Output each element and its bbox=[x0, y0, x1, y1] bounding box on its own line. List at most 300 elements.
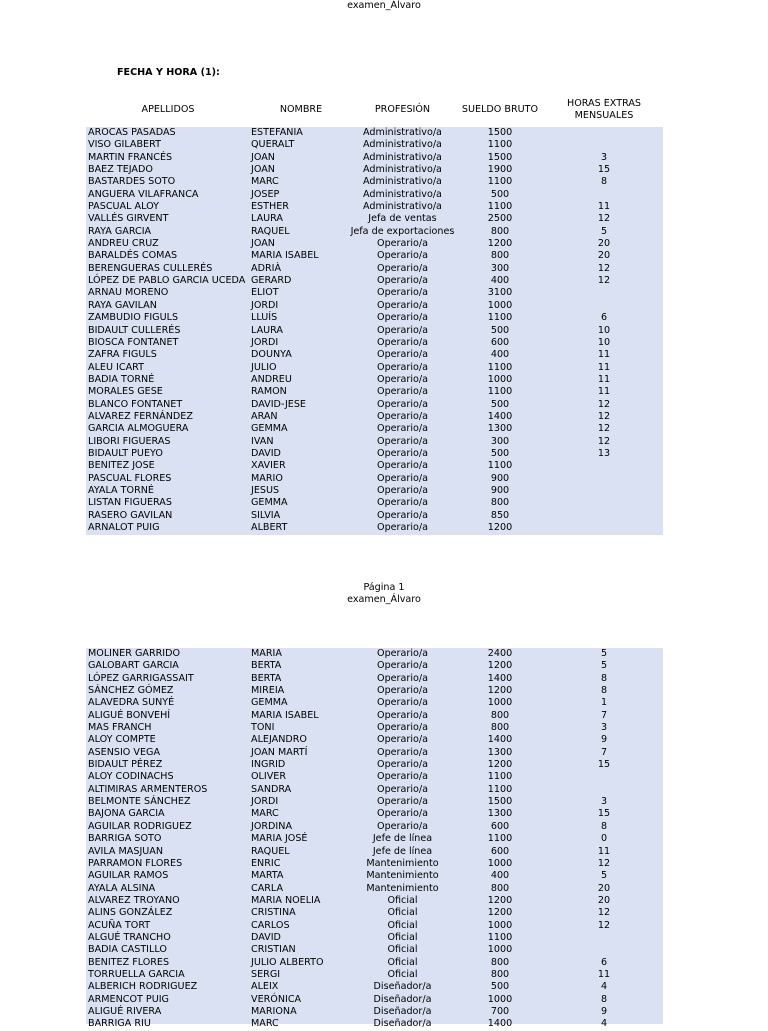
cell-sueldo: 1300 bbox=[487, 808, 513, 820]
cell-nombre: ESTEFANIA bbox=[251, 127, 303, 138]
cell-apellidos: PARRAMON FLORES bbox=[88, 857, 183, 869]
cell-horas-extras: 5 bbox=[600, 660, 608, 672]
table-row bbox=[0, 648, 768, 660]
cell-apellidos: BENITEZ JOSE bbox=[88, 460, 155, 472]
cell-apellidos: AVILA MASJUAN bbox=[88, 845, 164, 857]
table-row bbox=[0, 337, 768, 349]
cell-nombre: GEMMA bbox=[251, 423, 288, 435]
cell-horas-extras: 8 bbox=[600, 672, 608, 684]
cell-nombre: JORDI bbox=[251, 299, 279, 311]
cell-horas-extras: 12 bbox=[597, 398, 611, 410]
table-row bbox=[0, 226, 768, 238]
table-row bbox=[0, 176, 768, 188]
table-row bbox=[0, 969, 768, 981]
cell-nombre: JORDI bbox=[251, 796, 279, 808]
table-row bbox=[0, 697, 768, 709]
cell-sueldo: 400 bbox=[490, 870, 510, 882]
table-row bbox=[0, 497, 768, 509]
cell-nombre: LAURA bbox=[251, 213, 283, 225]
table-row bbox=[0, 821, 768, 833]
cell-horas-extras: 4 bbox=[600, 1018, 608, 1030]
table-row bbox=[0, 349, 768, 361]
table-row bbox=[0, 907, 768, 919]
cell-horas-extras: 15 bbox=[597, 164, 611, 176]
cell-apellidos: BELMONTE SÁNCHEZ bbox=[88, 796, 191, 808]
cell-profesion: Operario/a bbox=[377, 238, 428, 250]
cell-apellidos: MAS FRANCH bbox=[88, 722, 152, 734]
cell-sueldo: 1100 bbox=[487, 460, 513, 472]
cell-nombre: MARIA ISABEL bbox=[251, 250, 319, 262]
cell-sueldo: 1100 bbox=[487, 361, 513, 373]
cell-nombre: JOAN bbox=[251, 238, 275, 250]
cell-nombre: JESUS bbox=[251, 484, 280, 496]
cell-sueldo: 1500 bbox=[487, 127, 513, 138]
cell-horas-extras: 9 bbox=[600, 1005, 608, 1017]
cell-apellidos: BERENGUERAS CULLERÉS bbox=[88, 262, 213, 274]
cell-apellidos: ALEU ICART bbox=[88, 361, 144, 373]
cell-sueldo: 1100 bbox=[487, 176, 513, 188]
cell-apellidos: ZAFRA FIGULS bbox=[88, 349, 157, 361]
employee-table-page1 bbox=[0, 127, 768, 534]
cell-apellidos: ALBERICH RODRIGUEZ bbox=[88, 981, 198, 993]
cell-apellidos: BIDAULT PUEYO bbox=[88, 447, 163, 459]
cell-nombre: ALBERT bbox=[251, 522, 288, 533]
cell-apellidos: ALAVEDRA SUNYÉ bbox=[88, 697, 175, 709]
cell-sueldo: 300 bbox=[490, 262, 510, 274]
cell-horas-extras: 5 bbox=[600, 225, 608, 237]
cell-horas-extras: 12 bbox=[597, 857, 611, 869]
cell-profesion: Operario/a bbox=[377, 783, 428, 795]
cell-horas-extras: 11 bbox=[597, 845, 611, 857]
table-row bbox=[0, 981, 768, 993]
cell-sueldo: 800 bbox=[490, 956, 510, 968]
cell-horas-extras: 12 bbox=[597, 435, 611, 447]
table-row bbox=[0, 759, 768, 771]
cell-sueldo: 1500 bbox=[487, 151, 513, 163]
table-row bbox=[0, 920, 768, 932]
cell-profesion: Operario/a bbox=[377, 685, 428, 697]
cell-profesion: Operario/a bbox=[377, 734, 428, 746]
cell-profesion: Operario/a bbox=[377, 660, 428, 672]
table-row bbox=[0, 325, 768, 337]
cell-nombre: LAURA bbox=[251, 324, 283, 336]
cell-nombre: MARIA JOSÉ bbox=[251, 833, 308, 845]
cell-sueldo: 700 bbox=[490, 1005, 510, 1017]
table-row bbox=[0, 275, 768, 287]
cell-apellidos: ANDREU CRUZ bbox=[88, 238, 159, 250]
cell-sueldo: 1200 bbox=[487, 522, 513, 533]
cell-sueldo: 800 bbox=[490, 722, 510, 734]
table-row bbox=[0, 238, 768, 250]
cell-nombre: RAMON bbox=[251, 386, 287, 398]
cell-profesion: Operario/a bbox=[377, 423, 428, 435]
cell-profesion: Oficial bbox=[387, 931, 418, 943]
cell-profesion: Oficial bbox=[387, 956, 418, 968]
cell-nombre: ADRIÀ bbox=[251, 262, 282, 274]
cell-profesion: Diseñador/a bbox=[373, 993, 432, 1005]
table-row bbox=[0, 485, 768, 497]
cell-sueldo: 1200 bbox=[487, 685, 513, 697]
cell-nombre: JOAN MARTÍ bbox=[251, 746, 308, 758]
table-row bbox=[0, 374, 768, 386]
table-row bbox=[0, 312, 768, 324]
cell-profesion: Operario/a bbox=[377, 435, 428, 447]
cell-profesion: Operario/a bbox=[377, 299, 428, 311]
cell-sueldo: 500 bbox=[490, 324, 510, 336]
cell-profesion: Operario/a bbox=[377, 373, 428, 385]
cell-horas-extras: 8 bbox=[600, 176, 608, 188]
cell-apellidos: ARMENCOT PUIG bbox=[88, 993, 169, 1005]
cell-nombre: TONI bbox=[251, 722, 275, 734]
cell-profesion: Jefa de exportaciones bbox=[350, 225, 455, 237]
cell-sueldo: 600 bbox=[490, 820, 510, 832]
cell-nombre: MARIO bbox=[251, 472, 283, 484]
cell-apellidos: BAJONA GARCIA bbox=[88, 808, 165, 820]
cell-apellidos: ALVAREZ FERNÁNDEZ bbox=[88, 410, 193, 422]
cell-profesion: Oficial bbox=[387, 944, 418, 956]
cell-horas-extras: 9 bbox=[600, 734, 608, 746]
cell-apellidos: BADIA TORNÉ bbox=[88, 373, 155, 385]
cell-profesion: Operario/a bbox=[377, 522, 428, 533]
cell-apellidos: ALOY COMPTE bbox=[88, 734, 156, 746]
cell-nombre: RAQUEL bbox=[251, 845, 290, 857]
cell-apellidos: MARTIN FRANCÉS bbox=[88, 151, 173, 163]
cell-profesion: Jefe de línea bbox=[372, 833, 433, 845]
cell-horas-extras: 8 bbox=[600, 993, 608, 1005]
cell-nombre: JULIO bbox=[251, 361, 277, 373]
cell-profesion: Operario/a bbox=[377, 275, 428, 287]
table-row bbox=[0, 448, 768, 460]
cell-apellidos: LIBORI FIGUERAS bbox=[88, 435, 171, 447]
table-row bbox=[0, 411, 768, 423]
cell-apellidos: PASCUAL FLORES bbox=[88, 472, 172, 484]
cell-apellidos: AYALA TORNÉ bbox=[88, 484, 154, 496]
cell-nombre: MARIONA bbox=[251, 1005, 297, 1017]
column-header-horas-line1: HORAS EXTRAS bbox=[567, 98, 641, 109]
table-row bbox=[0, 1018, 768, 1030]
cell-sueldo: 500 bbox=[490, 981, 510, 993]
cell-sueldo: 800 bbox=[490, 225, 510, 237]
cell-profesion: Administrativo/a bbox=[363, 176, 442, 188]
cell-profesion: Oficial bbox=[387, 907, 418, 919]
cell-horas-extras: 12 bbox=[597, 423, 611, 435]
column-header-nombre: NOMBRE bbox=[279, 104, 323, 115]
table-row bbox=[0, 213, 768, 225]
cell-profesion: Administrativo/a bbox=[363, 188, 442, 200]
cell-profesion: Operario/a bbox=[377, 759, 428, 771]
cell-apellidos: ANGUERA VILAFRANCA bbox=[88, 188, 199, 200]
table-row bbox=[0, 362, 768, 374]
cell-apellidos: ALGUÉ TRANCHO bbox=[88, 931, 171, 943]
cell-profesion: Jefe de línea bbox=[372, 845, 433, 857]
cell-horas-extras: 11 bbox=[597, 968, 611, 980]
cell-nombre: MARC bbox=[251, 808, 279, 820]
cell-horas-extras: 6 bbox=[600, 956, 608, 968]
cell-horas-extras: 20 bbox=[597, 238, 611, 250]
cell-apellidos: BADIA CASTILLO bbox=[88, 944, 167, 956]
table-row bbox=[0, 957, 768, 969]
cell-nombre: MARIA ISABEL bbox=[251, 709, 319, 721]
table-row bbox=[0, 796, 768, 808]
table-row bbox=[0, 846, 768, 858]
table-row bbox=[0, 734, 768, 746]
table-row bbox=[0, 189, 768, 201]
cell-profesion: Operario/a bbox=[377, 796, 428, 808]
cell-horas-extras: 20 bbox=[597, 882, 611, 894]
fecha-hora-label: FECHA Y HORA (1): bbox=[117, 67, 220, 78]
cell-nombre: GEMMA bbox=[251, 697, 288, 709]
cell-sueldo: 800 bbox=[490, 882, 510, 894]
cell-nombre: MARC bbox=[251, 1018, 279, 1030]
cell-sueldo: 1400 bbox=[487, 734, 513, 746]
table-row bbox=[0, 858, 768, 870]
cell-horas-extras: 12 bbox=[597, 907, 611, 919]
table-row bbox=[0, 300, 768, 312]
cell-profesion: Operario/a bbox=[377, 262, 428, 274]
cell-profesion: Mantenimiento bbox=[366, 882, 439, 894]
cell-horas-extras: 1 bbox=[600, 697, 608, 709]
table-row bbox=[0, 263, 768, 275]
table-row bbox=[0, 883, 768, 895]
table-row bbox=[0, 833, 768, 845]
cell-profesion: Operario/a bbox=[377, 398, 428, 410]
cell-sueldo: 1300 bbox=[487, 423, 513, 435]
cell-horas-extras: 6 bbox=[600, 312, 608, 324]
cell-sueldo: 1000 bbox=[487, 373, 513, 385]
cell-profesion: Administrativo/a bbox=[363, 164, 442, 176]
cell-sueldo: 400 bbox=[490, 275, 510, 287]
cell-sueldo: 1300 bbox=[487, 746, 513, 758]
cell-sueldo: 1000 bbox=[487, 944, 513, 956]
cell-sueldo: 1400 bbox=[487, 672, 513, 684]
cell-nombre: MARC bbox=[251, 176, 279, 188]
cell-apellidos: SÁNCHEZ GÓMEZ bbox=[88, 685, 174, 697]
table-row bbox=[0, 895, 768, 907]
cell-nombre: BERTA bbox=[251, 660, 282, 672]
table-row bbox=[0, 994, 768, 1006]
cell-sueldo: 1500 bbox=[487, 796, 513, 808]
cell-profesion: Mantenimiento bbox=[366, 870, 439, 882]
table-row bbox=[0, 399, 768, 411]
cell-profesion: Operario/a bbox=[377, 722, 428, 734]
cell-sueldo: 800 bbox=[490, 250, 510, 262]
table-row bbox=[0, 152, 768, 164]
cell-horas-extras: 0 bbox=[600, 833, 608, 845]
cell-apellidos: LÓPEZ GARRIGASSAIT bbox=[88, 672, 194, 684]
cell-nombre: RAQUEL bbox=[251, 225, 290, 237]
cell-nombre: SILVIA bbox=[251, 509, 281, 521]
table-row bbox=[0, 164, 768, 176]
cell-nombre: SANDRA bbox=[251, 783, 292, 795]
cell-nombre: ALEIX bbox=[251, 981, 279, 993]
cell-horas-extras: 8 bbox=[600, 685, 608, 697]
cell-sueldo: 800 bbox=[490, 968, 510, 980]
cell-sueldo: 900 bbox=[490, 484, 510, 496]
cell-sueldo: 1000 bbox=[487, 919, 513, 931]
cell-profesion: Mantenimiento bbox=[366, 857, 439, 869]
cell-nombre: ALEJANDRO bbox=[251, 734, 307, 746]
cell-sueldo: 1200 bbox=[487, 238, 513, 250]
table-row bbox=[0, 473, 768, 485]
cell-profesion: Jefa de ventas bbox=[368, 213, 437, 225]
cell-horas-extras: 15 bbox=[597, 808, 611, 820]
cell-horas-extras: 10 bbox=[597, 324, 611, 336]
cell-horas-extras: 13 bbox=[597, 447, 611, 459]
cell-apellidos: GALOBART GARCIA bbox=[88, 660, 179, 672]
cell-nombre: CRISTINA bbox=[251, 907, 296, 919]
cell-sueldo: 600 bbox=[490, 336, 510, 348]
cell-nombre: JOSEP bbox=[251, 188, 280, 200]
cell-nombre: CARLOS bbox=[251, 919, 290, 931]
cell-apellidos: ALIGUÉ RIVERA bbox=[88, 1005, 162, 1017]
cell-profesion: Operario/a bbox=[377, 497, 428, 509]
cell-nombre: SERGI bbox=[251, 968, 281, 980]
cell-sueldo: 1400 bbox=[487, 410, 513, 422]
cell-sueldo: 400 bbox=[490, 349, 510, 361]
cell-profesion: Operario/a bbox=[377, 746, 428, 758]
cell-apellidos: GARCIA ALMOGUERA bbox=[88, 423, 189, 435]
cell-apellidos: VISO GILABERT bbox=[88, 139, 161, 151]
cell-nombre: ARAN bbox=[251, 410, 278, 422]
cell-nombre: BERTA bbox=[251, 672, 282, 684]
cell-profesion: Operario/a bbox=[377, 349, 428, 361]
page-footer bbox=[0, 582, 768, 606]
cell-nombre: GEMMA bbox=[251, 497, 288, 509]
cell-horas-extras: 7 bbox=[600, 709, 608, 721]
cell-sueldo: 1100 bbox=[487, 312, 513, 324]
cell-sueldo: 800 bbox=[490, 497, 510, 509]
cell-apellidos: ARNALOT PUIG bbox=[88, 522, 160, 533]
cell-profesion: Operario/a bbox=[377, 672, 428, 684]
cell-apellidos: AROCAS PASADAS bbox=[88, 127, 176, 138]
cell-nombre: ESTHER bbox=[251, 201, 289, 213]
cell-horas-extras: 5 bbox=[600, 870, 608, 882]
table-row bbox=[0, 460, 768, 472]
cell-sueldo: 1100 bbox=[487, 201, 513, 213]
table-row bbox=[0, 710, 768, 722]
cell-sueldo: 1000 bbox=[487, 299, 513, 311]
table-row bbox=[0, 673, 768, 685]
cell-sueldo: 1100 bbox=[487, 833, 513, 845]
cell-sueldo: 2400 bbox=[487, 648, 513, 659]
cell-profesion: Administrativo/a bbox=[363, 139, 442, 151]
employee-table-page2 bbox=[0, 648, 768, 1031]
cell-profesion: Oficial bbox=[387, 919, 418, 931]
cell-horas-extras: 11 bbox=[597, 386, 611, 398]
cell-sueldo: 1000 bbox=[487, 697, 513, 709]
cell-apellidos: BARRIGA SOTO bbox=[88, 833, 162, 845]
cell-sueldo: 1100 bbox=[487, 771, 513, 783]
cell-apellidos: AYALA ALSINA bbox=[88, 882, 156, 894]
cell-horas-extras: 3 bbox=[600, 151, 608, 163]
cell-profesion: Operario/a bbox=[377, 460, 428, 472]
table-row bbox=[0, 722, 768, 734]
column-header-horas-line2: MENSUALES bbox=[574, 110, 634, 121]
table-row bbox=[0, 808, 768, 820]
cell-apellidos: RAYA GARCIA bbox=[88, 225, 152, 237]
table-row bbox=[0, 932, 768, 944]
cell-nombre: VERÓNICA bbox=[251, 993, 302, 1005]
table-row bbox=[0, 250, 768, 262]
page-number-label: Página 1 bbox=[363, 582, 405, 593]
cell-nombre: INGRID bbox=[251, 759, 286, 771]
cell-nombre: MIREIA bbox=[251, 685, 285, 697]
column-header-apellidos: APELLIDOS bbox=[141, 104, 195, 115]
table-row bbox=[0, 944, 768, 956]
cell-profesion: Administrativo/a bbox=[363, 151, 442, 163]
cell-sueldo: 500 bbox=[490, 447, 510, 459]
cell-horas-extras: 4 bbox=[600, 981, 608, 993]
cell-apellidos: AGUILAR RODRIGUEZ bbox=[88, 820, 192, 832]
cell-horas-extras: 11 bbox=[597, 201, 611, 213]
cell-horas-extras: 11 bbox=[597, 349, 611, 361]
cell-apellidos: BAEZ TEJADO bbox=[88, 164, 153, 176]
cell-apellidos: VALLÉS GIRVENT bbox=[88, 213, 169, 225]
cell-nombre: DAVID bbox=[251, 447, 281, 459]
cell-sueldo: 1200 bbox=[487, 660, 513, 672]
cell-profesion: Operario/a bbox=[377, 472, 428, 484]
page-header: examen_Álvaro bbox=[347, 0, 421, 11]
cell-nombre: ANDREU bbox=[251, 373, 292, 385]
cell-apellidos: ALIGUÉ BONVEHÍ bbox=[88, 709, 171, 721]
cell-apellidos: RAYA GAVILAN bbox=[88, 299, 157, 311]
cell-nombre: JORDINA bbox=[251, 820, 293, 832]
table-row bbox=[0, 139, 768, 151]
cell-apellidos: ALOY CODINACHS bbox=[88, 771, 174, 783]
cell-profesion: Diseñador/a bbox=[373, 1018, 432, 1030]
cell-apellidos: AGUILAR RAMOS bbox=[88, 870, 169, 882]
cell-nombre: XAVIER bbox=[251, 460, 286, 472]
table-row bbox=[0, 287, 768, 299]
cell-sueldo: 1100 bbox=[487, 139, 513, 151]
cell-sueldo: 500 bbox=[490, 188, 510, 200]
cell-apellidos: BIOSCA FONTANET bbox=[88, 336, 179, 348]
cell-nombre: MARIA NOELIA bbox=[251, 894, 321, 906]
cell-profesion: Operario/a bbox=[377, 250, 428, 262]
cell-profesion: Administrativo/a bbox=[363, 127, 442, 138]
cell-horas-extras: 11 bbox=[597, 361, 611, 373]
cell-apellidos: ACUÑA TORT bbox=[88, 919, 151, 931]
cell-apellidos: LISTAN FIGUERAS bbox=[88, 497, 172, 509]
cell-apellidos: BARRIGA RIU bbox=[88, 1018, 151, 1030]
table-row bbox=[0, 660, 768, 672]
cell-nombre: ENRIC bbox=[251, 857, 281, 869]
cell-apellidos: MOLINER GARRIDO bbox=[88, 648, 181, 659]
cell-apellidos: ASENSIO VEGA bbox=[88, 746, 161, 758]
table-row bbox=[0, 436, 768, 448]
cell-profesion: Operario/a bbox=[377, 312, 428, 324]
cell-sueldo: 1200 bbox=[487, 759, 513, 771]
cell-nombre: ELIOT bbox=[251, 287, 279, 299]
cell-profesion: Operario/a bbox=[377, 484, 428, 496]
table-row bbox=[0, 522, 768, 534]
cell-sueldo: 2500 bbox=[487, 213, 513, 225]
cell-sueldo: 1100 bbox=[487, 931, 513, 943]
table-row bbox=[0, 386, 768, 398]
cell-profesion: Diseñador/a bbox=[373, 1005, 432, 1017]
cell-nombre: LLUÍS bbox=[251, 312, 278, 324]
table-row bbox=[0, 510, 768, 522]
cell-profesion: Operario/a bbox=[377, 336, 428, 348]
table-row bbox=[0, 747, 768, 759]
cell-profesion: Operario/a bbox=[377, 386, 428, 398]
cell-apellidos: ZAMBUDIO FIGULS bbox=[88, 312, 179, 324]
cell-horas-extras: 3 bbox=[600, 796, 608, 808]
cell-sueldo: 500 bbox=[490, 398, 510, 410]
cell-nombre: JOAN bbox=[251, 164, 275, 176]
cell-apellidos: ALINS GONZÁLEZ bbox=[88, 907, 173, 919]
cell-horas-extras: 11 bbox=[597, 373, 611, 385]
